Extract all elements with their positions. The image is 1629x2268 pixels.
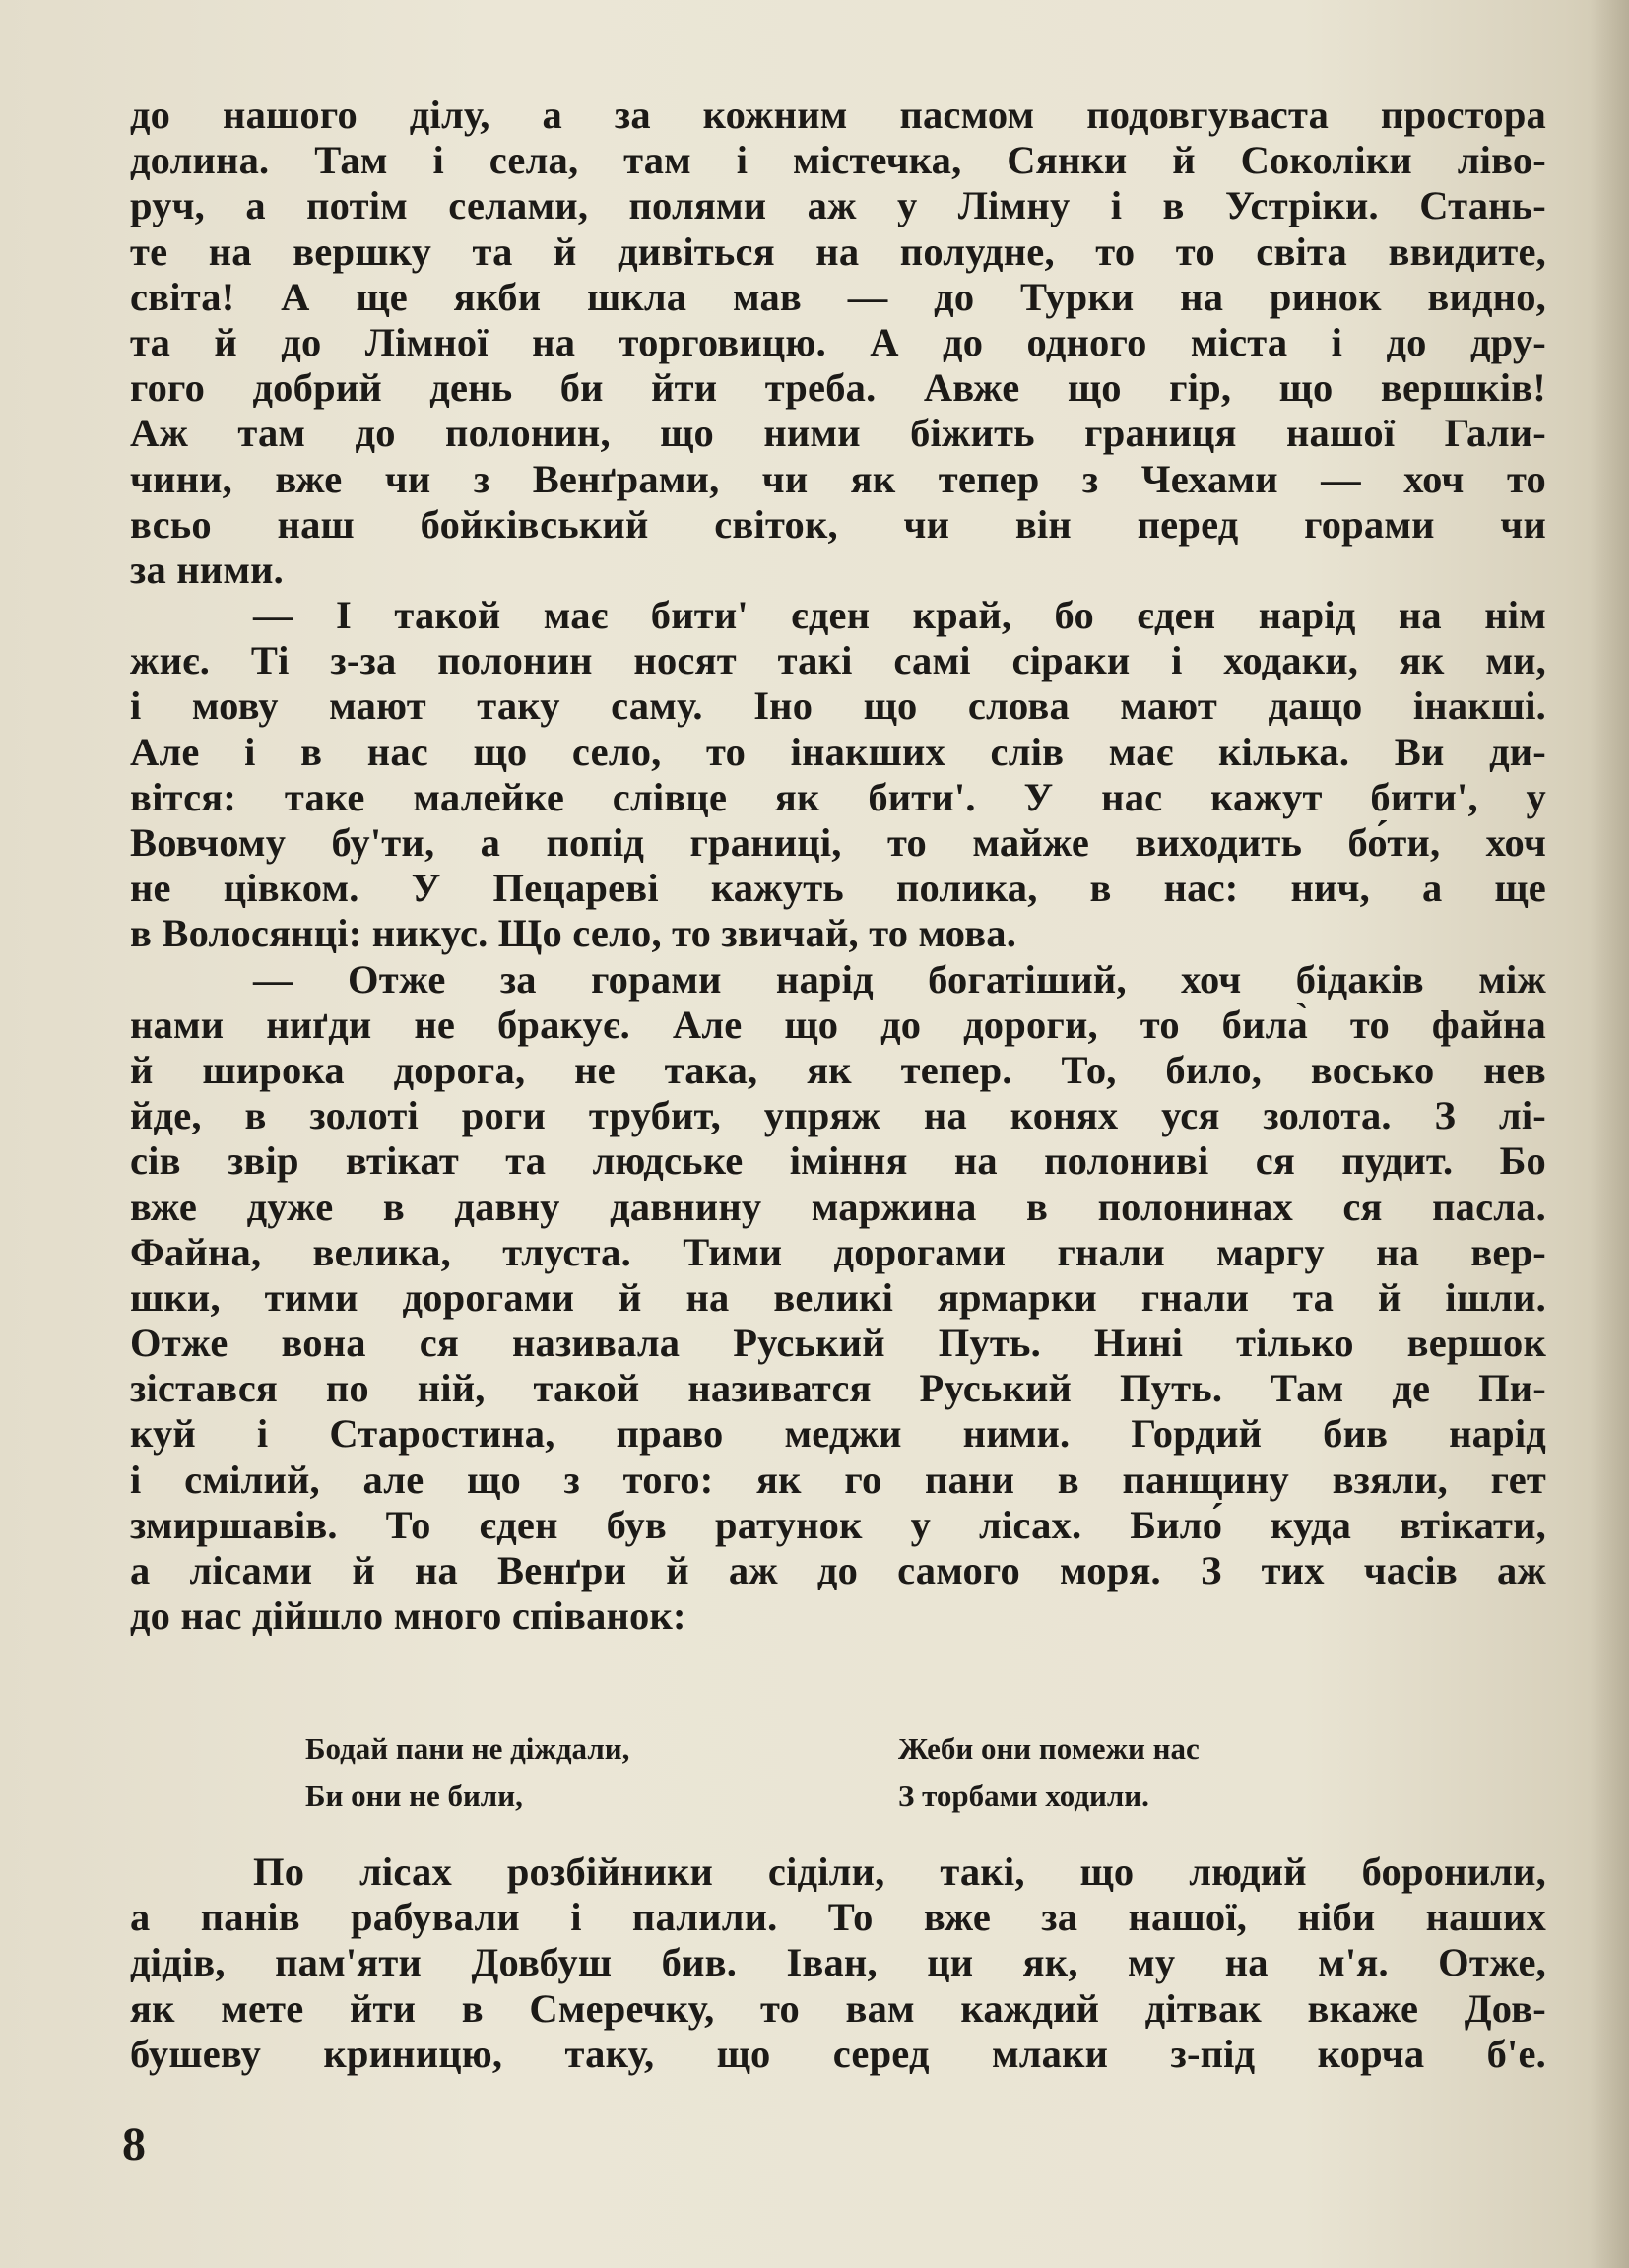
text-line: й широка дорога, не така, як тепер. То, било, восько нев [130,1047,1546,1092]
text-line: за ними. [130,547,284,592]
text-line: те на вершку та й дивіться на полудне, то то світа ввидите, [130,228,1546,274]
text-line: куй і Старостина, право меджи ними. Гордий бив нарід [130,1411,1546,1457]
text-line: світа! А ще якби шкла мав — до Турки на ринок видно, [130,274,1546,319]
verse-line: Бодай пани не діждали, [305,1731,630,1766]
text-line: вже дуже в давну давнину маржина в полонинах ся пасла. [130,1184,1546,1229]
text-line: і мову мают таку саму. Іно що слова мают дащо інакші. [130,683,1546,729]
text-line: Файна, велика, тлуста. Тими дорогами гнали маргу на вер- [130,1229,1546,1274]
text-line: чини, вже чи з Венґрами, чи як тепер з Чехами — хоч то [130,456,1546,501]
text-line: гого добрий день би йти треба. Авже що гір, що вершків! [130,365,1546,411]
text-line: Але і в нас що село, то інакших слів має кілька. Ви ди- [130,729,1546,774]
text-line: Аж там до полонин, що ними біжить границя нашої Гали- [130,411,1546,456]
text-line: всьо наш бойківський світок, чи він перед горами чи [130,501,1546,547]
text-line: — Отже за горами нарід богатіший, хоч бідаків між [253,956,1546,1002]
text-line: йде, в золоті роги трубит, упряж на конях уся золота. З лі- [130,1093,1546,1138]
text-line: Отже вона ся називала Руський Путь. Нині тілько вершок [130,1321,1546,1366]
text-line: до нас дійшло много співанок: [130,1593,686,1639]
text-line: зістався по ній, такой називатся Руський Путь. Там де Пи- [130,1366,1546,1411]
page-number: 8 [122,2118,146,2171]
text-line: і смілий, але що з того: як го пани в панщину взяли, гет [130,1457,1546,1502]
text-line: вітся: таке малейке слівце як бити'. У нас кажут бити', у [130,774,1546,819]
text-line: нами ниґди не бракує. Але що до дороги, то била̀ то файна [130,1002,1546,1047]
text-line: до нашого ділу, а за кожним пасмом подовгуваста простора [130,93,1546,137]
text-line: та й до Лімної на торговицю. А до одного міста і до дру- [130,319,1546,364]
closing-paragraph [130,1849,1546,2077]
page-edge-shadow [1590,0,1629,2268]
text-line: — І такой має бити' єден край, бо єден нарід на нім [253,593,1546,638]
verse-line: Би они не били, [305,1779,523,1813]
main-text-block [130,93,1546,1639]
text-line: руч, а потім селами, полями аж у Лімну і в Устріки. Стань- [130,183,1546,228]
text-line: в Волосянці: никус. Що село, то звичай, то мова. [130,911,1017,956]
verse-line: З торбами ходили. [898,1779,1149,1813]
verse-line: Жеби они помежи нас [898,1731,1200,1766]
text-line: шки, тими дорогами й на великі ярмарки гнали та й ішли. [130,1274,1546,1320]
text-line: сів звір втікат та людське іміння на полониві ся пудит. Бо [130,1138,1546,1184]
text-line: долина. Там і села, там і містечка, Сянки й Соколіки ліво- [130,138,1546,183]
text-line: бушеву криницю, таку, що серед млаки з-під корча б'е. [130,2031,1546,2076]
text-line: не цівком. У Пецареві кажуть полика, в нас: нич, а ще [130,866,1546,911]
text-line: дідів, пам'яти Довбуш бив. Іван, ци як, му на м'я. Отже, [130,1940,1546,1985]
verse-quote [305,1725,1389,1820]
text-line: а лісами й на Венґри й аж до самого моря. З тих часів аж [130,1548,1546,1592]
verse-row [305,1773,1389,1820]
verse-row [305,1725,1389,1773]
text-line: По лісах розбійники сіділи, такі, що людий боронили, [253,1849,1546,1894]
text-line: жиє. Ті з-за полонин носят такі самі сіраки і ходаки, як ми, [130,638,1546,683]
text-line: Вовчому бу'ти, а попід границі, то майже виходить бо́ти, хоч [130,820,1546,865]
text-line: як мете йти в Смеречку, то вам каждий дітвак вкаже Дов- [130,1985,1546,2031]
text-line: а панів рабували і палили. То вже за нашої, ніби наших [130,1895,1546,1940]
text-line: змиршавів. То єден був ратунок у лісах. Било́ куда втікати, [130,1502,1546,1547]
